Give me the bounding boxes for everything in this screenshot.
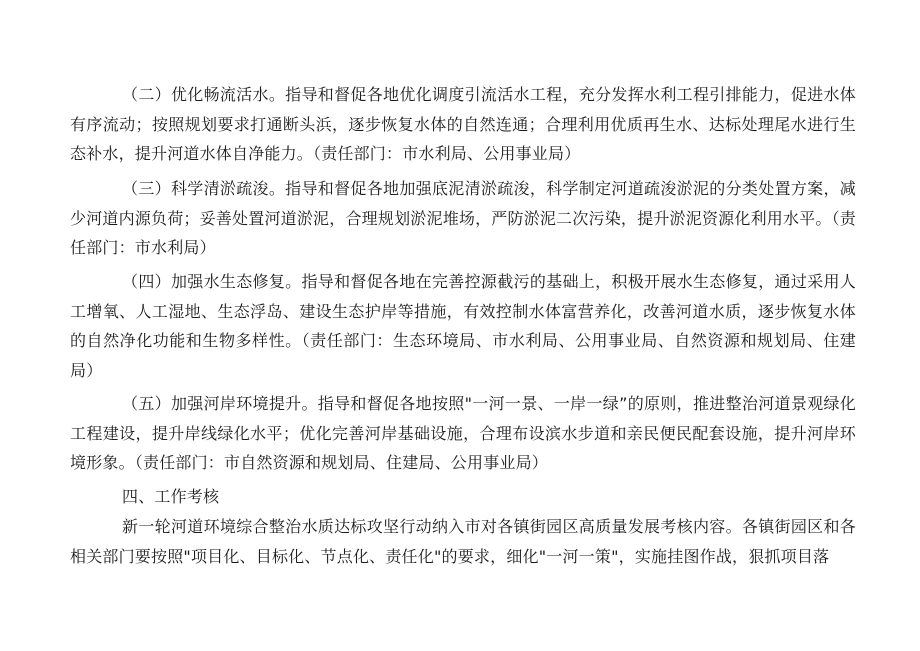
paragraph-item-5: （五）加强河岸环境提升。指导和督促各地按照"一河一景、一岸一绿”的原则，推进整治河道景观绿化工程建设，提升岸线绿化水平；优化完善河岸基础设施，合理布设滨水步道和亲民便民配套设施，提升河岸环境形象。（责任部门：市自然资源和规划局、住建局、公用事业局） — [70, 394, 856, 472]
paragraph-item-3: （三）科学清淤疏浚。指导和督促各地加强底泥清淤疏浚，科学制定河道疏浚淤泥的分类处置方案，减少河道内源负荷；妥善处置河道淤泥，合理规划淤泥堆场，严防淤泥二次污染，提升淤泥资源化利用水平。（责任部门：市水利局） — [70, 179, 856, 257]
paragraph-item-2: （二）优化畅流活水。指导和督促各地优化调度引流活水工程，充分发挥水利工程引排能力，促进水体有序流动；按照规划要求打通断头浜，逐步恢复水体的自然连通；合理利用优质再生水、达标处理尾水进行生态补水，提升河道水体自净能力。（责任部门：市水利局、公用事业局） — [70, 85, 856, 163]
closing-paragraph: 新一轮河道环境综合整治水质达标攻坚行动纳入市对各镇街园区高质量发展考核内容。各镇街园区和各相关部门要按照"项目化、目标化、节点化、责任化"的要求，细化"一河一策"，实施挂图作战，狠抓项目落 — [70, 517, 856, 566]
paragraph-item-4: （四）加强水生态修复。指导和督促各地在完善控源截污的基础上，积极开展水生态修复，通过采用人工增氧、人工湿地、生态浮岛、建设生态护岸等措施，有效控制水体富营养化，改善河道水质，逐步恢复水体的自然净化功能和生物多样性。（责任部门：生态环境局、市水利局、公用事业局、自然资源和规划局、住建局） — [70, 272, 856, 380]
section-heading: 四、工作考核 — [122, 487, 220, 506]
